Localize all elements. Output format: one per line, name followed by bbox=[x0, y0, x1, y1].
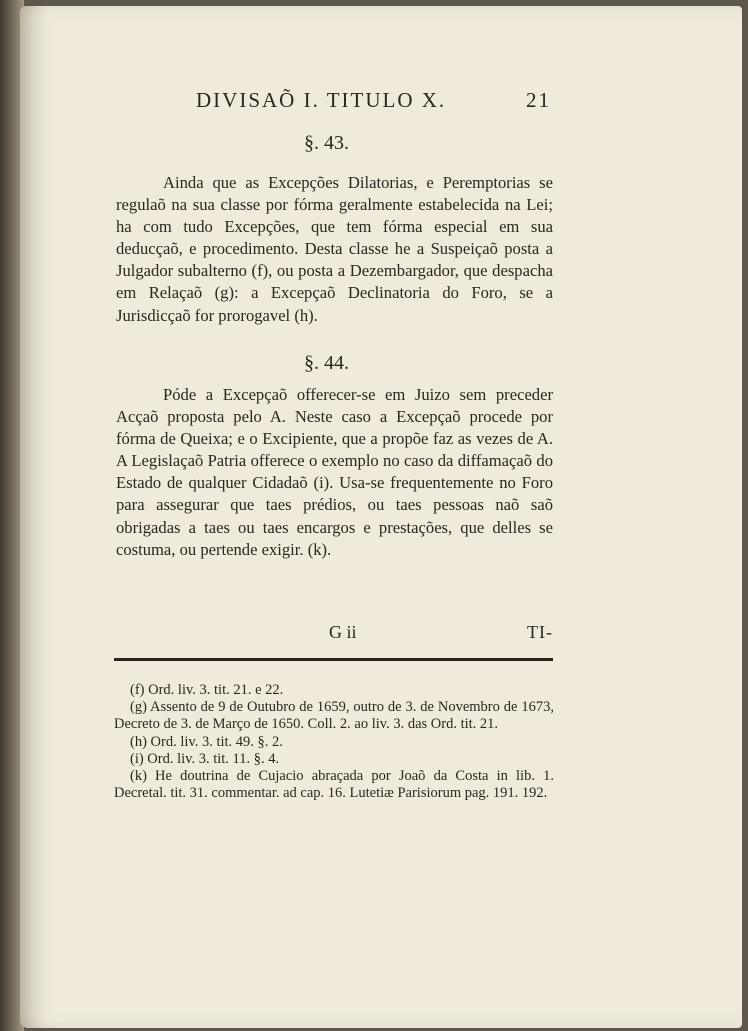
footnote-h: (h) Ord. liv. 3. tit. 49. §. 2. bbox=[130, 733, 283, 750]
footnote-rule bbox=[114, 658, 553, 661]
signature-mark: G ii bbox=[329, 622, 357, 642]
section-heading-44: §. 44. bbox=[304, 352, 349, 374]
footnote-f: (f) Ord. liv. 3. tit. 21. e 22. bbox=[130, 682, 284, 698]
footnote-g: (g) Assento de 9 de Outubro de 1659, outro de 3. de Novembro de 1673, Decreto de 3. de Março de 1650. Coll. 2. ao liv. 3. das Ord. tit. 21. bbox=[114, 699, 554, 733]
running-head: DIVISAÕ I. TITULO X. bbox=[196, 88, 447, 112]
section-text: Ainda que as Excepções Dilatorias, e Peremptorias se regulaõ na sua classe por fórma geralmente estabelecida na Lei; ha com tudo Excepções, que tem fórma especial em sua deducçaõ, e procedimento. Desta classe he a Suspeiçaõ posta a Julgador subalterno (f), ou posta a Dezembargador, que despacha em Relaçaõ (g): a Excepçaõ Declinatoria do Foro, se a Jurisdicçaõ for prorogavel (h). bbox=[116, 173, 553, 325]
section-body-43 bbox=[116, 172, 553, 327]
page-foot-line bbox=[116, 622, 553, 648]
page-number: 21 bbox=[526, 88, 551, 112]
footnote-i: (i) Ord. liv. 3. tit. 11. §. 4. bbox=[130, 750, 280, 767]
page-header bbox=[196, 88, 551, 118]
footnotes bbox=[114, 682, 554, 802]
footnote-k: (k) He doutrina de Cujacio abraçada por Joaõ da Costa in lib. 1. Decretal. tit. 31. commentar. ad cap. 16. Lutetiæ Parisiorum pag. 191. 192. bbox=[114, 768, 554, 802]
section-body-44 bbox=[116, 384, 553, 561]
catchword: TI- bbox=[527, 622, 553, 642]
section-text: Póde a Excepçaõ offerecer-se em Juizo sem preceder Acçaõ proposta pelo A. Neste caso a Excepçaõ procede por fórma de Queixa; e o Excipiente, que a propõe faz as vezes de A. A Legislaçaõ Patria offerece o exemplo no caso da diffamaçaõ do Estado de qualquer Cidadaõ (i). Usa-se frequentemente no Foro para assegurar que taes prédios, ou taes pessoas naõ saõ obrigadas a taes ou taes encargos e prestações, que delles se costuma, ou pertende exigir. (k). bbox=[116, 385, 553, 559]
section-heading-43: §. 43. bbox=[304, 132, 349, 154]
